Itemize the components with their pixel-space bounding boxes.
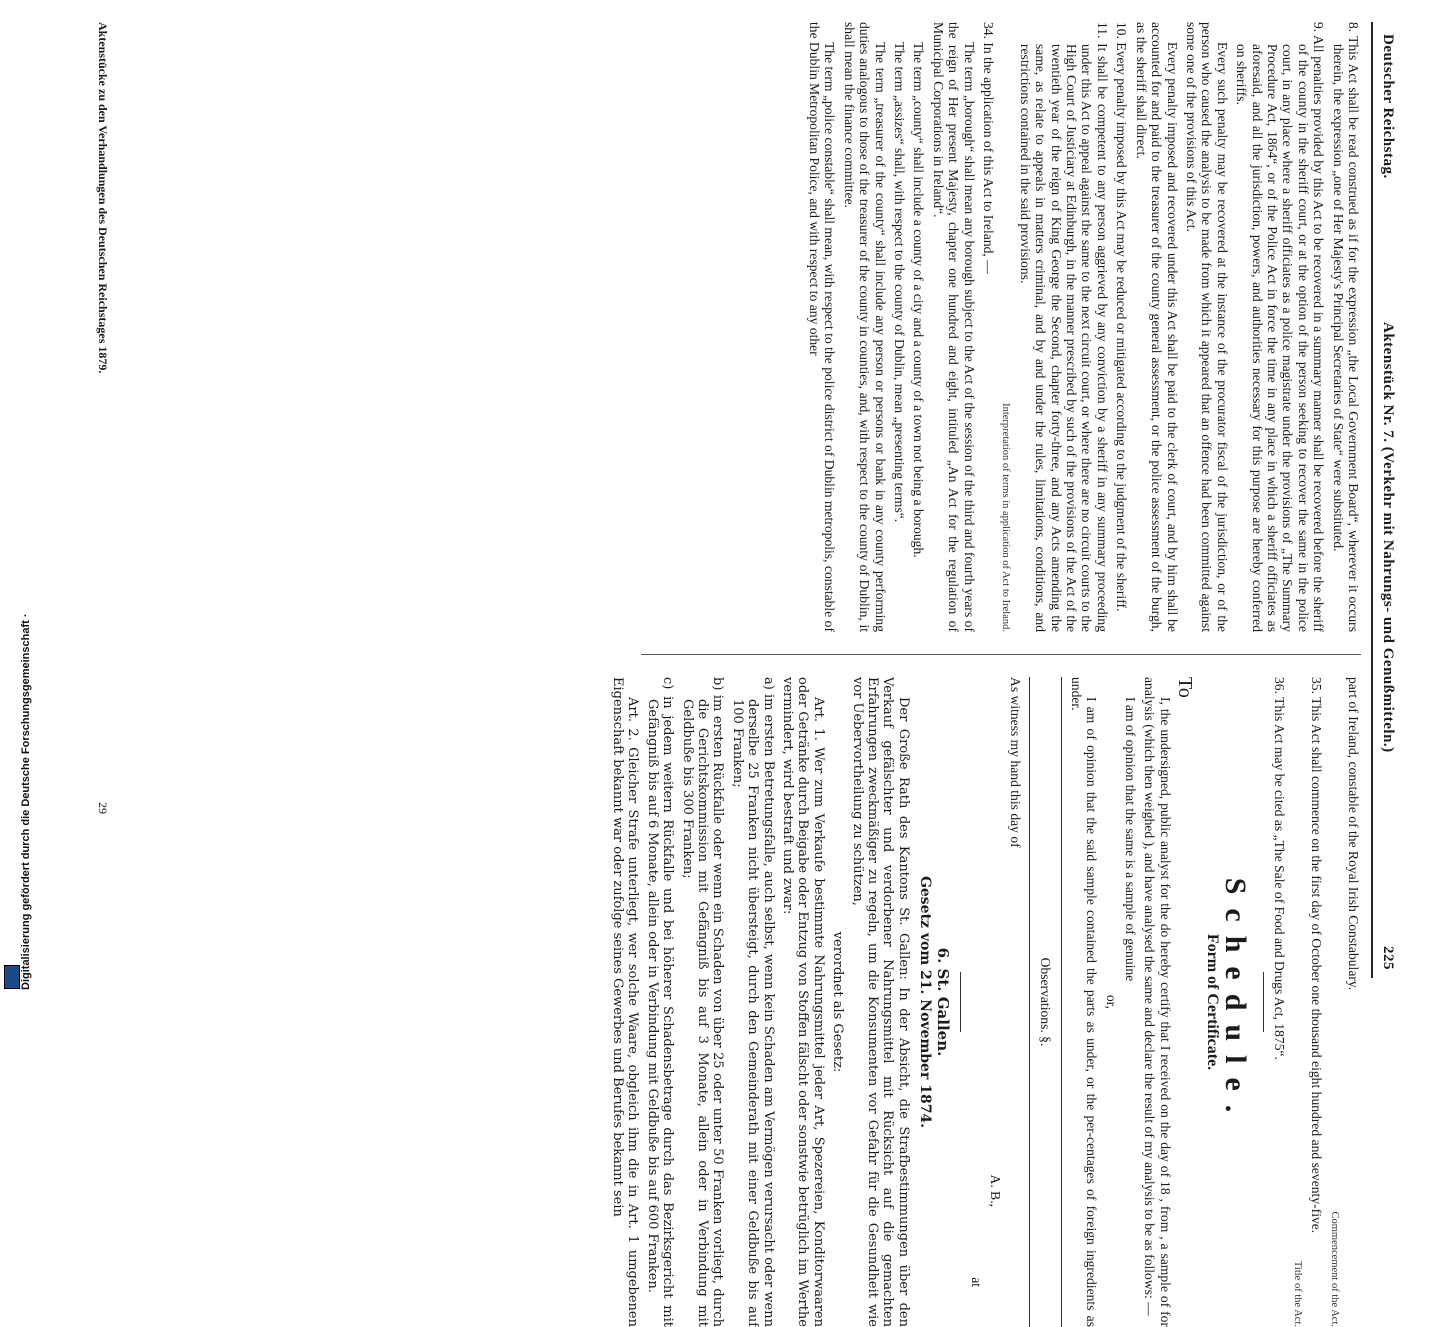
german-article-2: Art. 2. Gleicher Strafe unterliegt, wer solche Waare, obgleich ihm die in Art. 1 umgebenen Eigenschaft bekannt war oder zufolge seines Gewerbes und Berufes bekannt sein <box>609 677 641 1327</box>
side-note-36: Title of the Act. <box>1291 1260 1303 1327</box>
certificate-or: or, <box>1103 994 1119 1010</box>
footer-text: Aktenstücke zu den Verhandlungen des Deutschen Reichstages 1879. <box>96 22 111 374</box>
form-title: Form of Certificate. <box>1203 933 1221 1071</box>
divider <box>1061 677 1062 1327</box>
divider <box>1263 972 1264 1032</box>
section-9-para-2: Every such penalty may be recovered at the instance of the procurator fiscal of the jurisdiction, or of the person who caused the analysis to be made from which it appeared that an offence had been committed against some one of the provisions of this Act. <box>1183 22 1230 632</box>
section-36: 36. This Act may be cited as „The Sale of Food and Drugs Act, 1875“. <box>1272 677 1288 1060</box>
section-34: 34. In the application of this Act to Ireland, — <box>981 22 997 274</box>
german-verordnet: verordnet als Gesetz: <box>830 931 846 1073</box>
divider <box>1029 677 1030 1327</box>
credit-text: Digitalisierung gefördert durch die Deutsche Forschungsgemeinschaft · <box>20 613 32 990</box>
certificate-text: I, the undersigned, public analyst for the do hereby certify that I received on the day of 18 , from , a sample of for analysis (which then weighed ), and have analysed the same and declare the result of my analysis to be as follows: — <box>1142 677 1173 1327</box>
dfg-logo-icon <box>4 965 20 989</box>
side-note-35: Commencement of the Act. <box>1328 1211 1340 1327</box>
section-8: 8. This Act shall be read construed as if for the expression „the Local Government Board“, wherever it occurs therein, the expression „one of Her Majesty's Principal Secretaries of State“ were substituted. <box>1330 22 1361 632</box>
german-subheading: Gesetz vom 21. November 1874. <box>917 875 934 1129</box>
german-article-1c: c) in jedem weitern Rückfalle und bei höherer Schadensbetrage durch das Bezirksgericht mit Gefängniß bis auf 6 Monate, allein oder in Verbindung mit Geldbuße bis auf 600 Franken. <box>644 677 676 1327</box>
german-heading: 6. St. Gallen. <box>933 947 952 1057</box>
header-center: Aktenstück Nr. 7. (Verkehr mit Nahrungs- und Genußmitteln.) <box>1380 322 1396 753</box>
left-column <box>803 22 1361 632</box>
footer-number: 29 <box>96 802 111 814</box>
document-page <box>85 22 1397 1327</box>
german-intro: Der Große Rath des Kantons St. Gallen: In der Absicht, die Strafbestimmungen über den Verkauf gefälschter und verdorbener Nahrungsmittel mit Rücksicht auf die gemachten Erfahrungen zweckmäßiger zu regeln, um die Konsumenten vor Gefahr für die Gesundheit wie vor Uebervortheilung zu schützen, <box>849 677 911 1327</box>
section-10: 10. Every penalty imposed by this Act may be reduced or mitigated according to the judgment of the sheriff. <box>1114 22 1130 612</box>
german-article-1a: a) im ersten Betretungsfalle, auch selbst, wenn kein Schaden am Vermögen verursacht oder wenn derselbe 25 Franken nicht übersteigt, durch den Gemeinderath mit einer Geldbuße bis auf 100 Franken; <box>729 677 776 1327</box>
witness-signature: A. B., <box>988 1174 1004 1207</box>
german-article-1: Art. 1. Wer zum Verkaufe bestimmte Nahrungsmittel jeder Art, Spezereien, Konditorwaaren oder Getränke durch Beigabe oder Entzug von Stoffen fälscht oder sonstwie betrüglich im Werthe vermindert, wird bestraft und zwar: <box>780 677 826 1327</box>
header-rule <box>1371 22 1373 978</box>
section-34-borough: The term „borough“ shall mean any borough subject to the Act of the session of the third and fourth years of the reign of Her present Majesty, chapter one hundred and eight, intituled „An Act for the regulation of Municipal Corporations in Ireland“. <box>930 22 977 632</box>
section-9: 9. All penalties provided by this Act to be recovered in a summary manner shall be recovered before the sheriff of the county in the sheriff court, or at the option of the person seeking to recover the same in the police court, in any place where a sheriff officiates as a police magistrate under the provisions of „The Summary Procedure Act, 1864“, or of the Police Act in force the time in any place in which a sheriff officiates as aforesaid, and all the jurisdiction, powers, and authorities necessary for this purpose are hereby conferred on sheriffs. <box>1234 22 1327 632</box>
section-34-assizes: The term „assizes“ shall, with respect to the county of Dublin, mean „presenting terms“. <box>892 42 908 523</box>
section-34-treasurer: The term „treasurer of the county“ shall include any person or persons or bank in any county performing duties analogous to those of the treasurer of the county in counties, and, with respect to the county of Dublin, it shall mean the finance committee. <box>841 22 888 632</box>
observations: Observations. §. <box>1038 957 1054 1047</box>
certificate-opinion-2: I am of opinion that the said sample contained the parts as under, or the per-centages of foreign ingredients as under. <box>1068 677 1100 1327</box>
digitization-credit <box>4 0 32 1000</box>
divider <box>960 972 961 1032</box>
section-11: 11. It shall be competent to any person aggrieved by any conviction by a sheriff in any summary proceeding under this Act to appeal against the same to the next circuit court, or where there are no circuit courts to the High Court of Justiciary at Edinburgh, in the manner prescribed by such of the provisions of the Act of the twentieth year of the reign of King George the Second, chapter forty-three, and any Acts amending the same, as relate to appeals in matters criminal, and by and under the rules, limitations, conditions, and restrictions contained in the said provisions. <box>1017 22 1110 632</box>
section-35: 35. This Act shall commence on the first day of October one thousand eight hundred and seventy-five. <box>1309 677 1325 1234</box>
certificate-to: To <box>1174 677 1197 698</box>
section-34-police: The term „police constable“ shall mean, with respect to the police district of Dublin metropolis, constable of the Dublin Metropolitan Police, and with respect to any other <box>807 22 838 632</box>
witness-line: As witness my hand this day of <box>1007 677 1023 848</box>
page-header <box>1375 22 1397 978</box>
side-note: Interpretation of terms in application of Act to Ireland. <box>1000 403 1012 632</box>
section-34-county: The term „county“ shall include a county of a city and a county of a town not being a borough. <box>911 42 927 558</box>
column-divider <box>641 654 1361 655</box>
section-9-para-3: Every penalty imposed and recovered under this Act shall be paid to the clerk of court, and by him shall be accounted for and paid to the treasurer of the county general assessment, or the police assessment of the burgh, as the sheriff shall direct. <box>1133 22 1180 632</box>
schedule-title: Schedule. <box>1218 877 1252 1127</box>
header-left: Deutscher Reichstag. <box>1380 34 1396 179</box>
certificate-opinion-1: I am of opinion that the same is a sample of genuine <box>1122 697 1138 982</box>
continuation: part of Ireland, constable of the Royal Irish Constabulary. <box>1346 677 1361 991</box>
german-article-1b: b) im ersten Rückfalle oder wenn ein Schaden von über 25 oder unter 50 Franken vorliegt, durch die Gerichtskommission mit Gefängniß bis auf 3 Monate, allein oder in Verbindung mit Geldbuße bis 300 Franken; <box>679 677 726 1327</box>
right-column <box>606 677 1361 1327</box>
witness-at: at <box>969 1277 985 1287</box>
page-number: 225 <box>1380 946 1396 970</box>
